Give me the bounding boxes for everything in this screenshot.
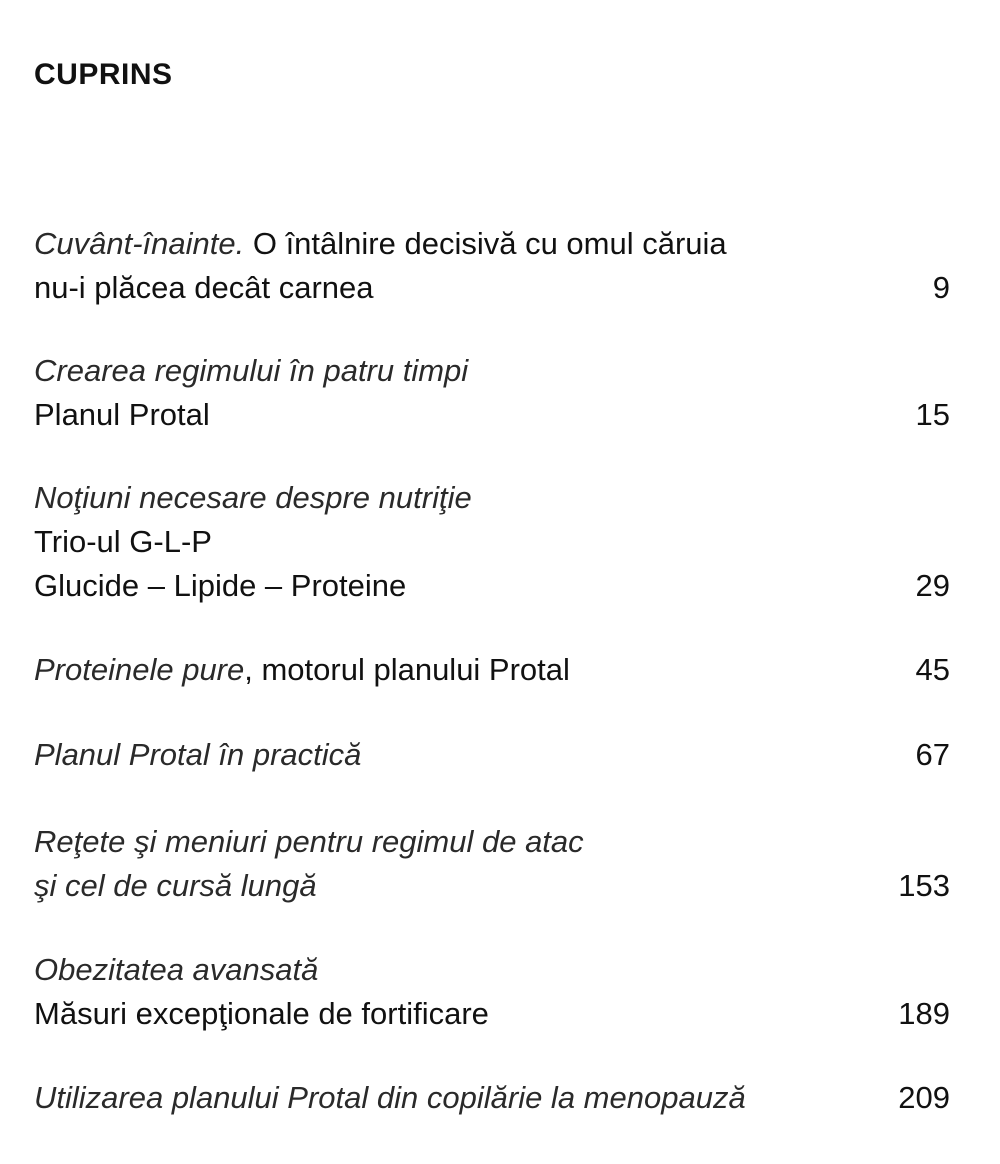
toc-entry-line <box>34 393 950 437</box>
toc-page-number: 15 <box>915 397 950 432</box>
toc-entry-subtitle: Cuvânt-înainte. <box>34 226 245 261</box>
table-of-contents <box>34 222 950 1120</box>
toc-entry-retete-meniuri[interactable] <box>34 820 950 908</box>
toc-entry-line <box>34 733 950 777</box>
toc-page-number: 9 <box>932 270 950 305</box>
toc-entry-subtitle: Obezitatea avansată <box>34 952 319 987</box>
toc-entry-planul-in-practica[interactable] <box>34 733 950 777</box>
toc-page-number: 45 <box>915 652 950 687</box>
toc-entry-subtitle: şi cel de cursă lungă <box>34 868 317 903</box>
toc-entry-title: Măsuri excepţionale de fortificare <box>34 996 489 1031</box>
toc-entry-line <box>34 992 950 1036</box>
toc-entry-title: Trio-ul G-L-P <box>34 524 212 559</box>
toc-page-number: 153 <box>898 868 950 903</box>
toc-entry-trio-glp[interactable] <box>34 476 950 608</box>
toc-entry-line <box>34 349 950 393</box>
toc-entry-line <box>34 864 950 908</box>
toc-page-number: 189 <box>898 996 950 1031</box>
toc-entry-foreword[interactable] <box>34 222 950 310</box>
toc-entry-subtitle: Utilizarea planului Protal din copilărie la menopauză <box>34 1080 746 1115</box>
toc-entry-title: Glucide – Lipide – Proteine <box>34 568 407 603</box>
toc-entry-line <box>34 948 950 992</box>
toc-entry-subtitle: Crearea regimului în patru timpi <box>34 353 469 388</box>
toc-entry-utilizarea-planului[interactable] <box>34 1076 950 1120</box>
toc-entry-line <box>34 648 950 692</box>
toc-entry-subtitle: Proteinele pure <box>34 652 245 687</box>
toc-entry-title: nu-i plăcea decât carnea <box>34 270 374 305</box>
toc-entry-line <box>34 476 950 520</box>
toc-entry-line <box>34 266 950 310</box>
toc-entry-line <box>34 222 950 266</box>
toc-entry-subtitle: Reţete şi meniuri pentru regimul de atac <box>34 824 584 859</box>
toc-entry-title: , motorul planului Protal <box>244 652 570 687</box>
toc-entry-proteinele-pure[interactable] <box>34 648 950 692</box>
toc-entry-title: O întâlnire decisivă cu omul căruia <box>244 226 727 261</box>
toc-entry-obezitatea-avansata[interactable] <box>34 948 950 1036</box>
toc-entry-line <box>34 520 950 564</box>
toc-page-number: 67 <box>915 737 950 772</box>
page-title: CUPRINS <box>34 58 173 91</box>
toc-page-number: 209 <box>898 1080 950 1115</box>
toc-entry-title: Planul Protal <box>34 397 210 432</box>
toc-entry-planul-protal[interactable] <box>34 349 950 437</box>
toc-entry-subtitle: Planul Protal în practică <box>34 737 362 772</box>
toc-entry-subtitle: Noţiuni necesare despre nutriţie <box>34 480 472 515</box>
toc-entry-line <box>34 564 950 608</box>
toc-entry-line <box>34 820 950 864</box>
toc-page-number: 29 <box>915 568 950 603</box>
toc-entry-line <box>34 1076 950 1120</box>
